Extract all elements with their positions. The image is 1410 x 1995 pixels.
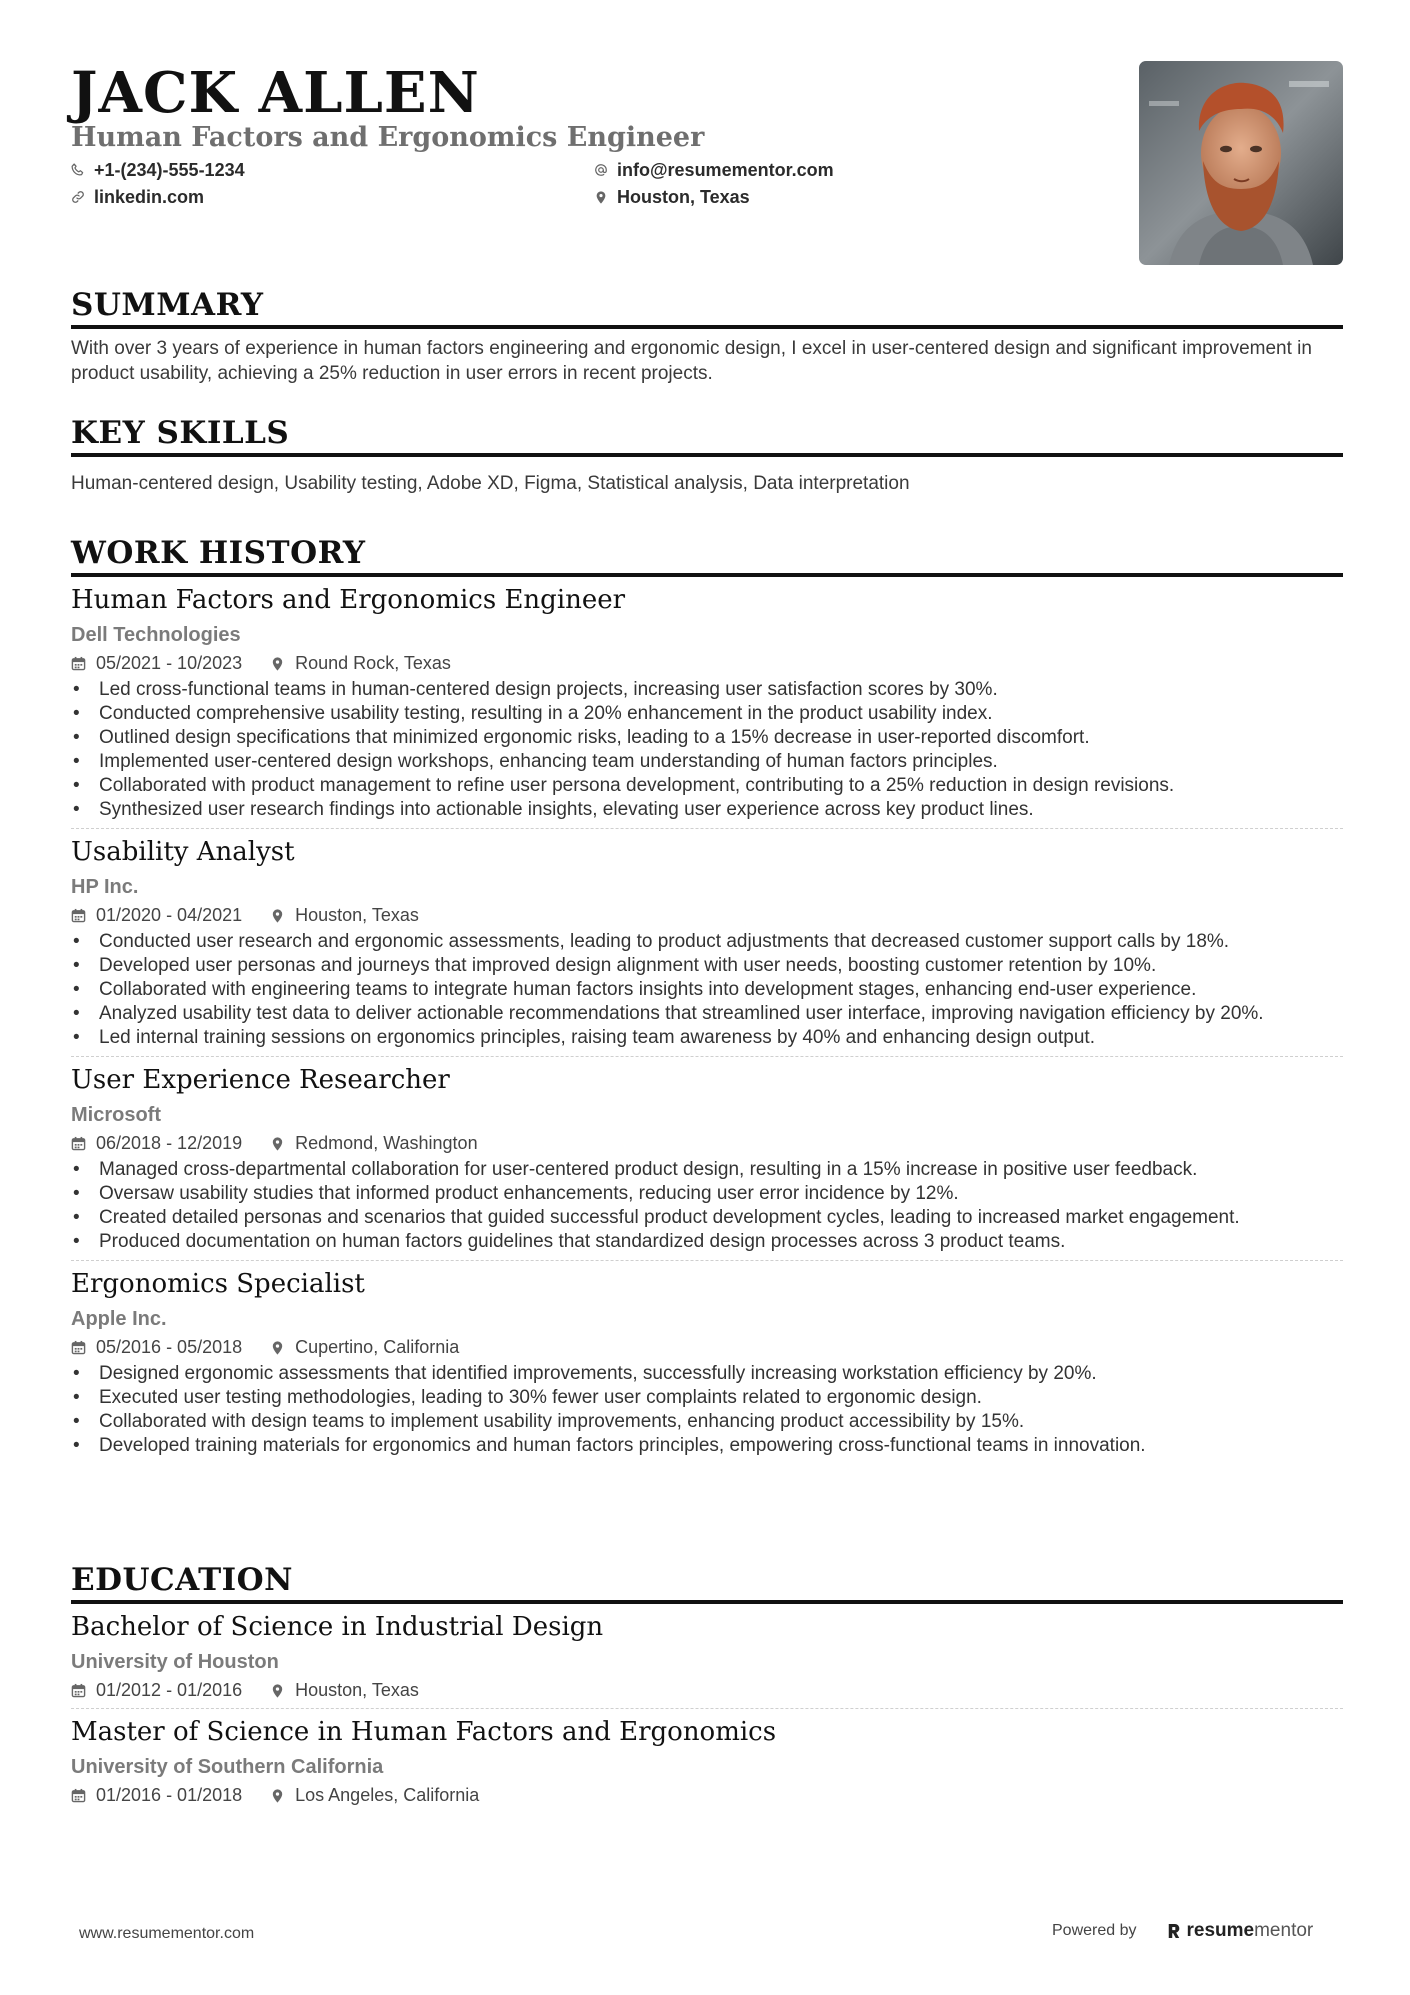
phone-icon [71,163,85,177]
powered-by-label: Powered by [1052,1922,1137,1939]
at-icon [594,163,608,177]
job-company: Dell Technologies [71,624,241,646]
education-entry [71,1715,1343,1813]
link-icon [71,190,85,204]
location-text: Houston, Texas [617,187,750,207]
list-item: • Executed user testing methodologies, leading to 30% fewer user complaints related to ergonomic design. [71,1386,1343,1410]
footer-branding [1052,1920,1313,1942]
summary-section [71,287,1343,386]
education-meta [71,1783,1343,1807]
job-role: Human Factors and Ergonomics Engineer [71,585,626,615]
job-entry [71,583,1343,829]
job-dates: 01/2020 - 04/2021 [96,905,243,925]
degree: Master of Science in Human Factors and Ergonomics [71,1717,777,1747]
job-role: User Experience Researcher [71,1065,450,1095]
list-item: • Developed training materials for ergonomics and human factors principles, empowering cross-functional teams in innovation. [71,1434,1343,1458]
job-meta [71,1335,1343,1359]
job-bullets [71,1362,1343,1458]
brand-name-light: mentor [1254,1920,1314,1941]
education-location-text: Houston, Texas [295,1680,419,1700]
brand-logo-icon [1167,1922,1181,1940]
job-location-text: Cupertino, California [295,1337,460,1357]
education-location [270,1783,479,1807]
calendar-icon [71,1340,86,1355]
list-item: • Managed cross-departmental collaboration for user-centered product design, resulting in a 15% increase in positive user feedback. [71,1158,1343,1182]
email-text: info@resumementor.com [617,160,834,180]
job-entry [71,1267,1343,1464]
phone-text: +1-(234)-555-1234 [94,160,245,180]
education-dates: 01/2012 - 01/2016 [96,1680,243,1700]
candidate-name: JACK ALLEN [71,60,480,126]
map-pin-icon [270,1788,285,1803]
footer-website[interactable]: www.resumementor.com [79,1925,255,1942]
skills-text: Human-centered design, Usability testing, Adobe XD, Figma, Statistical analysis, Data interpretation [71,473,910,494]
school: University of Houston [71,1651,279,1673]
contact-location [594,185,750,209]
calendar-icon [71,1683,86,1698]
work-section [71,535,1343,1464]
linkedin-text: linkedin.com [94,187,205,207]
job-entry [71,1063,1343,1261]
map-pin-icon [270,1136,285,1151]
calendar-icon [71,1788,86,1803]
calendar-icon [71,1136,86,1151]
list-item: • Led cross-functional teams in human-centered design projects, increasing user satisfaction scores by 30%. [71,678,1343,702]
map-pin-icon [270,656,285,671]
job-meta [71,1131,1343,1155]
job-location [270,903,419,927]
job-dates: 06/2018 - 12/2019 [96,1133,243,1153]
job-bullets [71,678,1343,822]
job-company: Microsoft [71,1104,161,1126]
job-company: Apple Inc. [71,1308,167,1330]
job-entry [71,835,1343,1057]
job-location [270,1335,459,1359]
map-pin-icon [270,1683,285,1698]
job-dates: 05/2016 - 05/2018 [96,1337,243,1357]
contact-email[interactable] [594,158,834,182]
skills-title: KEY SKILLS [71,415,1343,457]
education-location [270,1678,419,1702]
job-location-text: Round Rock, Texas [295,653,451,673]
contact-phone [71,158,245,182]
contact-linkedin[interactable] [71,185,204,209]
job-location [270,1131,477,1155]
list-item: • Produced documentation on human factors guidelines that standardized design processes across 3 product teams. [71,1230,1343,1254]
education-section [71,1562,1343,1813]
job-company: HP Inc. [71,876,139,898]
list-item: • Designed ergonomic assessments that identified improvements, successfully increasing workstation efficiency by 20%. [71,1362,1343,1386]
education-meta [71,1678,1343,1702]
education-entry [71,1610,1343,1709]
list-item: • Outlined design specifications that minimized ergonomic risks, leading to a 15% decrease in user-reported discomfort. [71,726,1343,750]
brand-logo[interactable] [1167,1920,1314,1942]
list-item: • Conducted comprehensive usability testing, resulting in a 20% enhancement in the product usability index. [71,702,1343,726]
education-dates: 01/2016 - 01/2018 [96,1785,243,1805]
list-item: • Led internal training sessions on ergonomics principles, raising team awareness by 40% and enhancing design output. [71,1026,1343,1050]
job-role: Usability Analyst [71,837,295,867]
list-item: • Developed user personas and journeys that improved design alignment with user needs, boosting customer retention by 10%. [71,954,1343,978]
education-title: EDUCATION [71,1562,1343,1604]
summary-text: With over 3 years of experience in human factors engineering and ergonomic design, I excel in user-centered design and significant improvement in product usability, achieving a 25% reduction in user errors in recent projects. [71,338,1312,384]
list-item: • Created detailed personas and scenarios that guided successful product development cycles, leading to increased market engagement. [71,1206,1343,1230]
skills-section [71,415,1343,496]
candidate-headline: Human Factors and Ergonomics Engineer [71,122,705,153]
brand-name-bold: resume [1186,1920,1255,1941]
work-title: WORK HISTORY [71,535,1343,577]
school: University of Southern California [71,1756,384,1778]
list-item: • Collaborated with engineering teams to integrate human factors insights into development stages, enhancing end-user experience. [71,978,1343,1002]
job-meta [71,651,1343,675]
map-pin-icon [270,908,285,923]
map-pin-icon [594,190,608,204]
list-item: • Implemented user-centered design workshops, enhancing team understanding of human factors principles. [71,750,1343,774]
list-item: • Analyzed usability test data to deliver actionable recommendations that streamlined user interface, improving navigation efficiency by 20%. [71,1002,1343,1026]
job-location-text: Houston, Texas [295,905,419,925]
degree: Bachelor of Science in Industrial Design [71,1612,604,1642]
list-item: • Conducted user research and ergonomic assessments, leading to product adjustments that decreased customer support calls by 18%. [71,930,1343,954]
job-location [270,651,451,675]
list-item: • Synthesized user research findings into actionable insights, elevating user experience across key product lines. [71,798,1343,822]
job-meta [71,903,1343,927]
job-role: Ergonomics Specialist [71,1269,365,1299]
list-item: • Collaborated with product management to refine user persona development, contributing to a 25% reduction in design revisions. [71,774,1343,798]
job-dates: 05/2021 - 10/2023 [96,653,243,673]
job-location-text: Redmond, Washington [295,1133,478,1153]
job-bullets [71,1158,1343,1254]
profile-photo [1139,61,1343,265]
map-pin-icon [270,1340,285,1355]
calendar-icon [71,656,86,671]
list-item: • Oversaw usability studies that informed product enhancements, reducing user error incidence by 12%. [71,1182,1343,1206]
job-bullets [71,930,1343,1050]
education-location-text: Los Angeles, California [295,1785,480,1805]
calendar-icon [71,908,86,923]
list-item: • Collaborated with design teams to implement usability improvements, enhancing product accessibility by 15%. [71,1410,1343,1434]
summary-title: SUMMARY [71,287,1343,329]
